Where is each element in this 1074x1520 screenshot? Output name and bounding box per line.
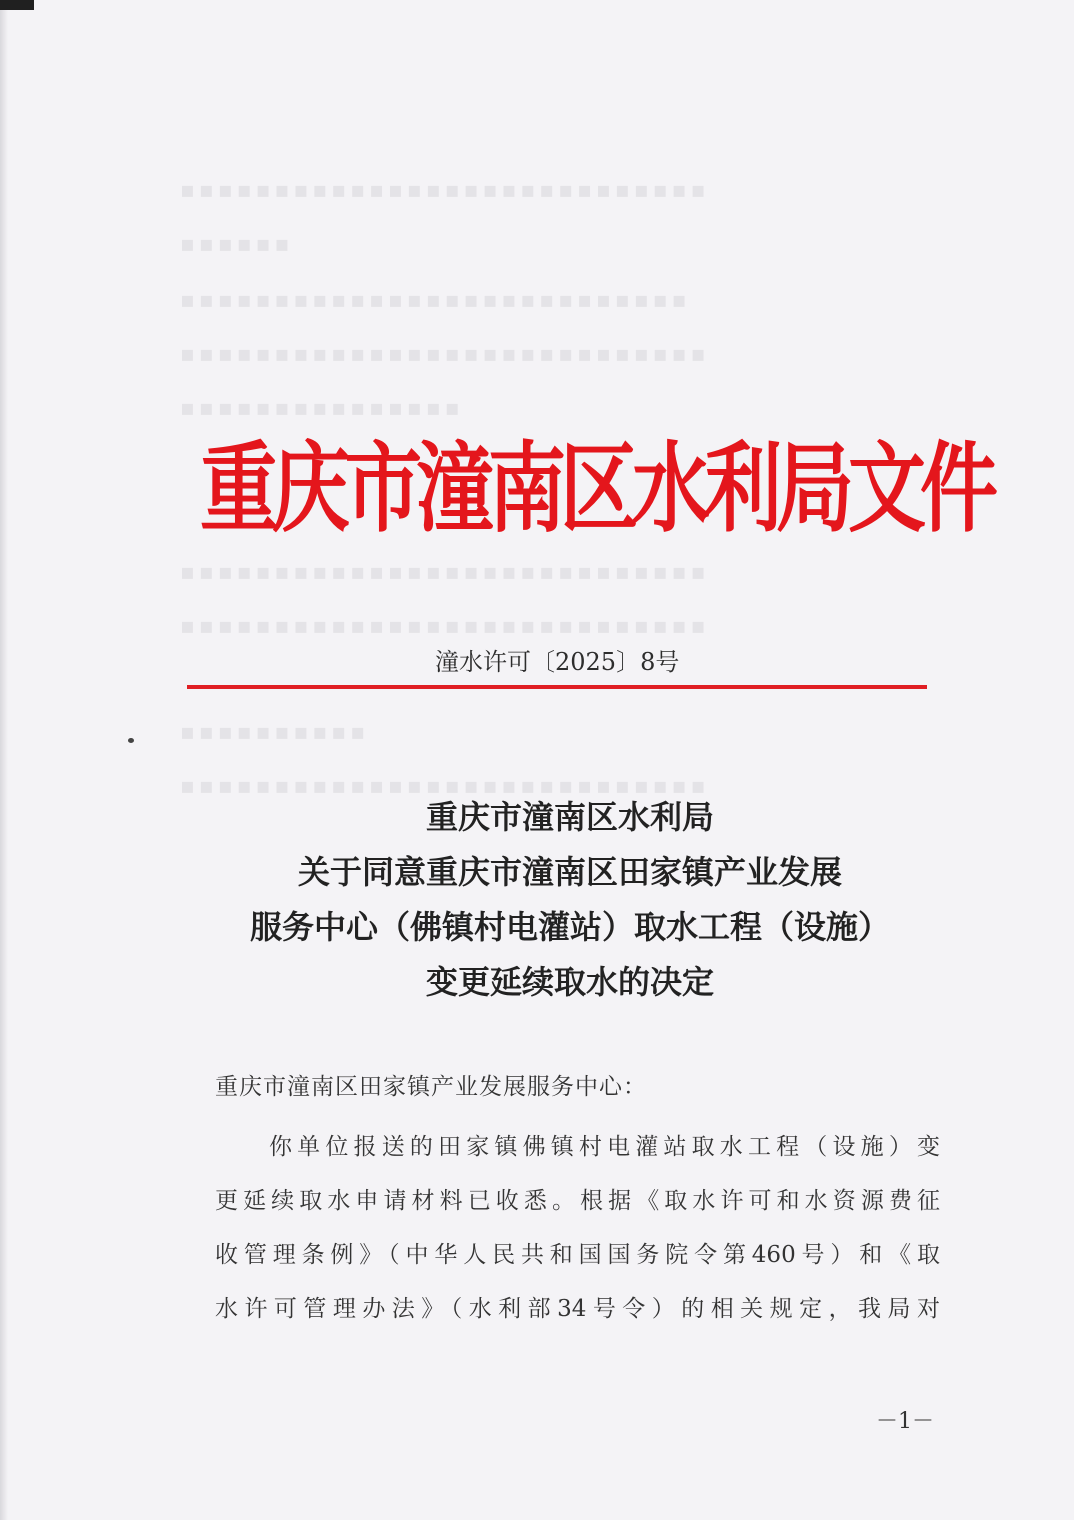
- document-title: [180, 790, 960, 1010]
- body-line: 水许可管理办法》（水利部34号令）的相关规定，我局对: [215, 1296, 940, 1322]
- scan-corner-mark: [0, 0, 34, 10]
- scan-speck: [128, 738, 134, 743]
- title-line: 服务中心（佛镇村电灌站）取水工程（设施）: [249, 908, 890, 946]
- body-paragraph: [215, 1120, 940, 1336]
- bleed-through-line: ▪▪▪▪▪▪▪▪▪▪▪▪▪▪▪: [180, 396, 464, 421]
- body-line: 收管理条例》（中华人民共和国国务院令第460号）和《取: [215, 1242, 940, 1268]
- bleed-through-line: ▪▪▪▪▪▪▪▪▪▪▪▪▪▪▪▪▪▪▪▪▪▪▪▪▪▪▪▪: [180, 342, 710, 367]
- page-edge-shadow: [0, 0, 8, 1520]
- bleed-through-line: ▪▪▪▪▪▪▪▪▪▪: [180, 720, 370, 745]
- bleed-through-line: ▪▪▪▪▪▪▪▪▪▪▪▪▪▪▪▪▪▪▪▪▪▪▪▪▪▪▪▪: [180, 774, 710, 799]
- bleed-through-line: ▪▪▪▪▪▪▪▪▪▪▪▪▪▪▪▪▪▪▪▪▪▪▪▪▪▪▪▪: [180, 560, 710, 585]
- body-line: 更延续取水申请材料已收悉。根据《取水许可和水资源费征: [215, 1188, 940, 1214]
- body-line: 你单位报送的田家镇佛镇村电灌站取水工程（设施）变: [269, 1134, 940, 1160]
- page-number: －1－: [876, 1409, 934, 1434]
- addressee: 重庆市潼南区田家镇产业发展服务中心：: [215, 1074, 647, 1100]
- document-number: 潼水许可〔2025〕8号: [435, 648, 680, 676]
- title-line: 重庆市潼南区水利局: [425, 798, 714, 836]
- title-line: 关于同意重庆市潼南区田家镇产业发展: [297, 853, 842, 891]
- bleed-through-line: ▪▪▪▪▪▪▪▪▪▪▪▪▪▪▪▪▪▪▪▪▪▪▪▪▪▪▪▪: [180, 614, 710, 639]
- title-line: 变更延续取水的决定: [425, 963, 714, 1001]
- bleed-through-line: ▪▪▪▪▪▪▪▪▪▪▪▪▪▪▪▪▪▪▪▪▪▪▪▪▪▪▪: [180, 288, 691, 313]
- bleed-through-line: ▪▪▪▪▪▪: [180, 232, 294, 257]
- header-red-rule: [187, 685, 927, 689]
- org-document-header: 重庆市潼南区水利局文件: [200, 433, 993, 547]
- bleed-through-line: ▪▪▪▪▪▪▪▪▪▪▪▪▪▪▪▪▪▪▪▪▪▪▪▪▪▪▪▪: [180, 178, 710, 203]
